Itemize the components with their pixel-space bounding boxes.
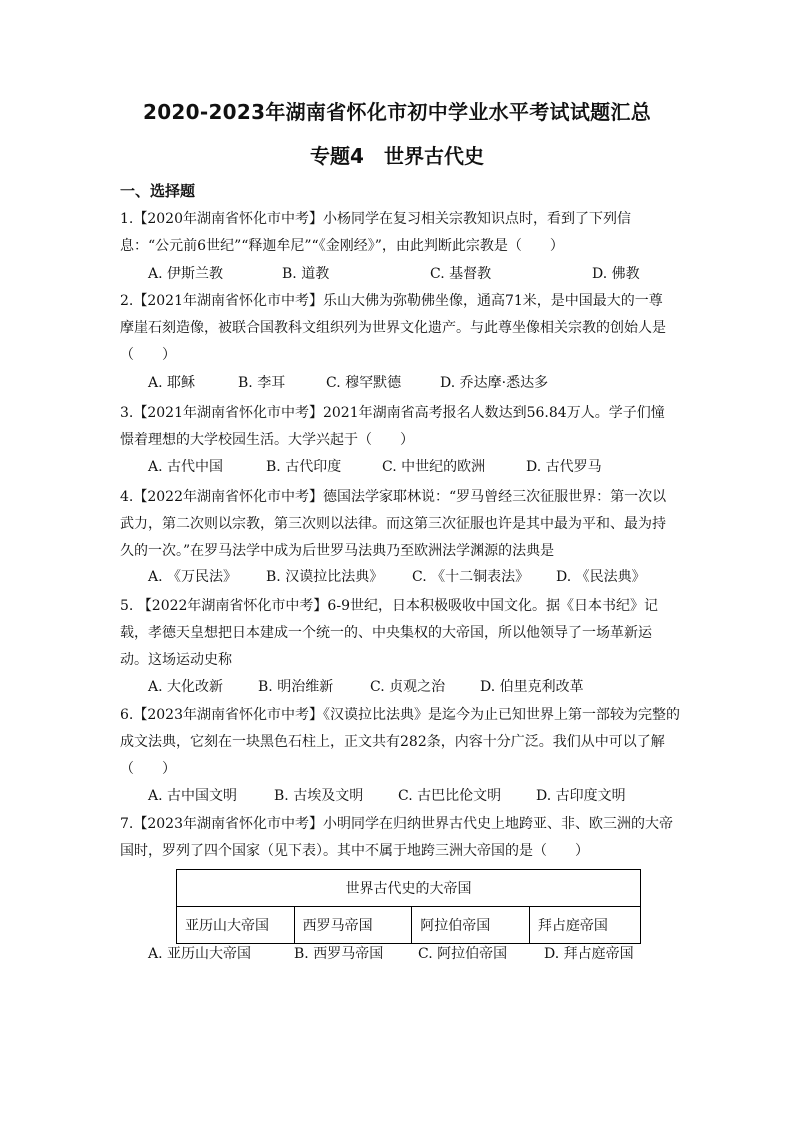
empires-table-cell: 阿拉伯帝国 <box>412 907 530 944</box>
question-4-option-c: C. 《十二铜表法》 <box>412 569 530 585</box>
empires-table <box>176 869 641 944</box>
question-5-line-2: 载，孝德天皇想把日本建成一个统一的、中央集权的大帝国，所以他领导了一场革新运 <box>120 625 652 641</box>
question-3-option-a: A. 古代中国 <box>148 459 224 475</box>
question-7-option-d: D. 拜占庭帝国 <box>544 946 634 962</box>
question-6-option-d: D. 古印度文明 <box>536 788 626 804</box>
empires-table-header: 世界古代史的大帝国 <box>177 870 641 907</box>
question-1-option-d: D. 佛教 <box>592 266 640 282</box>
question-4-line-2: 武力，第二次则以宗教，第三次则以法律。而这第三次征服也许是其中最为平和、最为持 <box>120 516 666 532</box>
question-4-line-1: 4.【2022年湖南省怀化市中考】德国法学家耶林说：“罗马曾经三次征服世界：第一次以 <box>120 489 667 505</box>
question-1-option-b: B. 道教 <box>282 266 330 282</box>
question-1-line-1: 1.【2020年湖南省怀化市中考】小杨同学在复习相关宗教知识点时，看到了下列信 <box>120 211 631 227</box>
question-4-line-3: 久的一次。”在罗马法学中成为后世罗马法典乃至欧洲法学渊源的法典是 <box>120 543 555 559</box>
question-5-line-1: 5. 【2022年湖南省怀化市中考】6-9世纪，日本积极吸收中国文化。据《日本书纪》记 <box>120 598 658 614</box>
question-1-line-2: 息：“公元前6世纪”“释迦牟尼”“《金刚经》”，由此判断此宗教是（ ） <box>120 238 564 254</box>
empires-table-cell: 拜占庭帝国 <box>529 907 640 944</box>
empires-table-cell: 西罗马帝国 <box>294 907 412 944</box>
question-6-line-3: （ ） <box>120 761 176 777</box>
question-1-option-a: A. 伊斯兰教 <box>148 266 224 282</box>
question-3-option-d: D. 古代罗马 <box>526 459 602 475</box>
document-subtitle: 专题4 世界古代史 <box>310 144 484 168</box>
question-5-option-d: D. 伯里克利改革 <box>480 679 584 695</box>
question-5-option-c: C. 贞观之治 <box>370 679 446 695</box>
question-6-line-2: 成文法典，它刻在一块黑色石柱上，正文共有282条，内容十分广泛。我们从中可以了解 <box>120 734 665 750</box>
question-2-line-2: 摩崖石刻造像，被联合国教科文组织列为世界文化遗产。与此尊坐像相关宗教的创始人是 <box>120 320 666 336</box>
question-2-option-b: B. 李耳 <box>238 375 286 391</box>
question-4-option-d: D. 《民法典》 <box>556 569 646 585</box>
question-4-option-a: A. 《万民法》 <box>148 569 238 585</box>
question-7-line-2: 国时，罗列了四个国家（见下表）。其中不属于地跨三洲大帝国的是（ ） <box>120 843 589 859</box>
question-3-line-1: 3.【2021年湖南省怀化市中考】2021年湖南省高考报名人数达到56.84万人。学子们憧 <box>120 405 665 421</box>
question-3-line-2: 憬着理想的大学校园生活。大学兴起于（ ） <box>120 432 414 448</box>
question-5-line-3: 动。这场运动史称 <box>120 652 232 668</box>
question-3-option-b: B. 古代印度 <box>266 459 342 475</box>
question-6-option-c: C. 古巴比伦文明 <box>398 788 502 804</box>
question-5-option-a: A. 大化改新 <box>148 679 224 695</box>
question-6-option-b: B. 古埃及文明 <box>274 788 364 804</box>
question-4-option-b: B. 汉谟拉比法典》 <box>266 569 384 585</box>
question-2-line-3: （ ） <box>120 347 176 363</box>
question-6-option-a: A. 古中国文明 <box>148 788 238 804</box>
question-7-option-b: B. 西罗马帝国 <box>294 946 384 962</box>
question-2-line-1: 2.【2021年湖南省怀化市中考】乐山大佛为弥勒佛坐像，通高71米，是中国最大的一尊 <box>120 293 663 309</box>
question-1-option-c: C. 基督教 <box>430 266 492 282</box>
question-2-option-d: D. 乔达摩·悉达多 <box>440 375 549 391</box>
question-7-line-1: 7.【2023年湖南省怀化市中考】小明同学在归纳世界古代史上地跨亚、非、欧三洲的大帝 <box>120 816 673 832</box>
empires-table-cell: 亚历山大帝国 <box>177 907 295 944</box>
document-title: 2020-2023年湖南省怀化市初中学业水平考试试题汇总 <box>142 100 652 124</box>
question-7-option-a: A. 亚历山大帝国 <box>148 946 252 962</box>
question-2-option-a: A. 耶稣 <box>148 375 196 391</box>
section-heading: 一、选择题 <box>120 182 196 200</box>
question-5-option-b: B. 明治维新 <box>258 679 334 695</box>
question-3-option-c: C. 中世纪的欧洲 <box>382 459 486 475</box>
question-2-option-c: C. 穆罕默德 <box>326 375 402 391</box>
question-6-line-1: 6.【2023年湖南省怀化市中考】《汉谟拉比法典》是迄今为止已知世界上第一部较为完整的 <box>120 707 680 723</box>
question-7-option-c: C. 阿拉伯帝国 <box>418 946 508 962</box>
